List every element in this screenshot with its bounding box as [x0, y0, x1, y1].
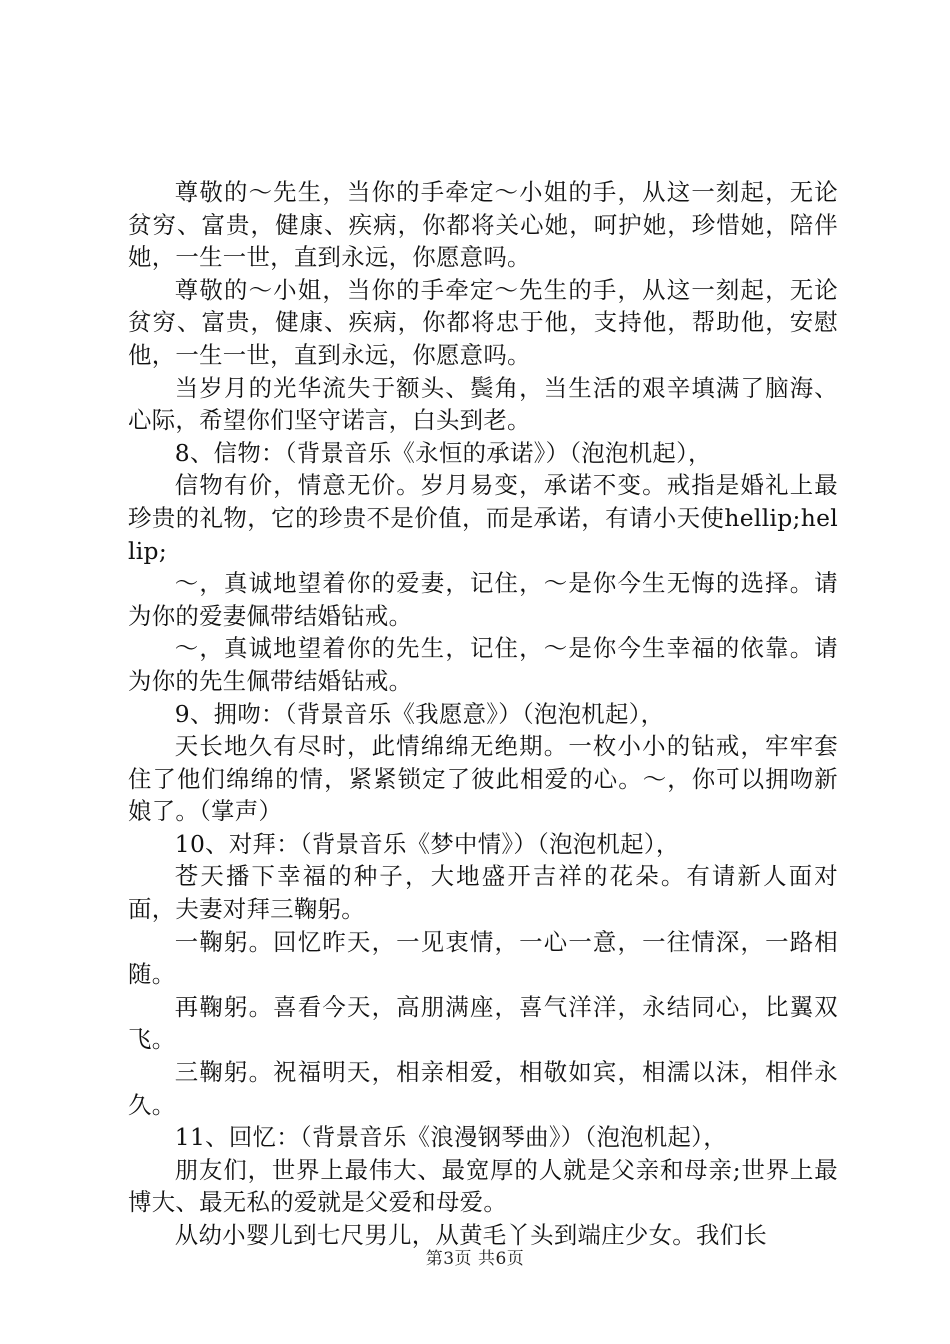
paragraph: 天长地久有尽时，此情绵绵无绝期。一枚小小的钻戒，牢牢套住了他们绵绵的情，紧紧锁定了彼此相爱的心。～，你可以拥吻新娘了。（掌声）: [128, 732, 838, 826]
paragraph: 尊敬的～先生，当你的手牵定～小姐的手，从这一刻起，无论贫穷、富贵，健康、疾病，你都将关心她，呵护她，珍惜她，陪伴她，一生一世，直到永远，你愿意吗。: [128, 178, 838, 272]
paragraph: ～，真诚地望着你的先生，记住，～是你今生幸福的依靠。请为你的先生佩带结婚钻戒。: [128, 634, 838, 695]
paragraph: 再鞠躬。喜看今天，高朋满座，喜气洋洋，永结同心，比翼双飞。: [128, 992, 838, 1054]
paragraph: 一鞠躬。回忆昨天，一见衷情，一心一意，一往情深，一路相随。: [128, 927, 838, 989]
document-body: [128, 176, 838, 1252]
section-heading: 10、对拜：（背景音乐《梦中情》）（泡泡机起），: [174, 829, 680, 858]
section-heading: 9、拥吻：（背景音乐《我愿意》）（泡泡机起），: [174, 699, 665, 728]
section-heading: 8、信物：（背景音乐《永恒的承诺》）（泡泡机起），: [174, 438, 712, 467]
paragraph: 从幼小婴儿到七尺男儿，从黄毛丫头到端庄少女。我们长: [174, 1221, 768, 1249]
paragraph: 三鞠躬。祝福明天，相亲相爱，相敬如宾，相濡以沫，相伴永久。: [128, 1058, 838, 1119]
paragraph: 朋友们，世界上最伟大、最宽厚的人就是父亲和母亲;世界上最博大、最无私的爱就是父爱和母爱。: [128, 1155, 838, 1217]
paragraph: 当岁月的光华流失于额头、鬓角，当生活的艰辛填满了脑海、心际，希望你们坚守诺言，白头到老。: [128, 373, 838, 435]
paragraph: 尊敬的～小姐，当你的手牵定～先生的手，从这一刻起，无论贫穷、富贵，健康、疾病，你都将忠于他，支持他，帮助他，安慰他，一生一世，直到永远，你愿意吗。: [128, 275, 838, 369]
paragraph: ～，真诚地望着你的爱妻，记住，～是你今生无悔的选择。请为你的爱妻佩带结婚钻戒。: [128, 569, 838, 630]
paragraph: 信物有价，情意无价。岁月易变，承诺不变。戒指是婚礼上最珍贵的礼物，它的珍贵不是价值，而是承诺，有请小天使hellip;hellip;: [128, 471, 838, 565]
section-heading: 11、回忆：（背景音乐《浪漫钢琴曲》）（泡泡机起），: [174, 1123, 727, 1152]
paragraph: 苍天播下幸福的种子，大地盛开吉祥的花朵。有请新人面对面，夫妻对拜三鞠躬。: [128, 862, 838, 924]
page-number-footer: 第3页 共6页: [425, 1249, 525, 1269]
